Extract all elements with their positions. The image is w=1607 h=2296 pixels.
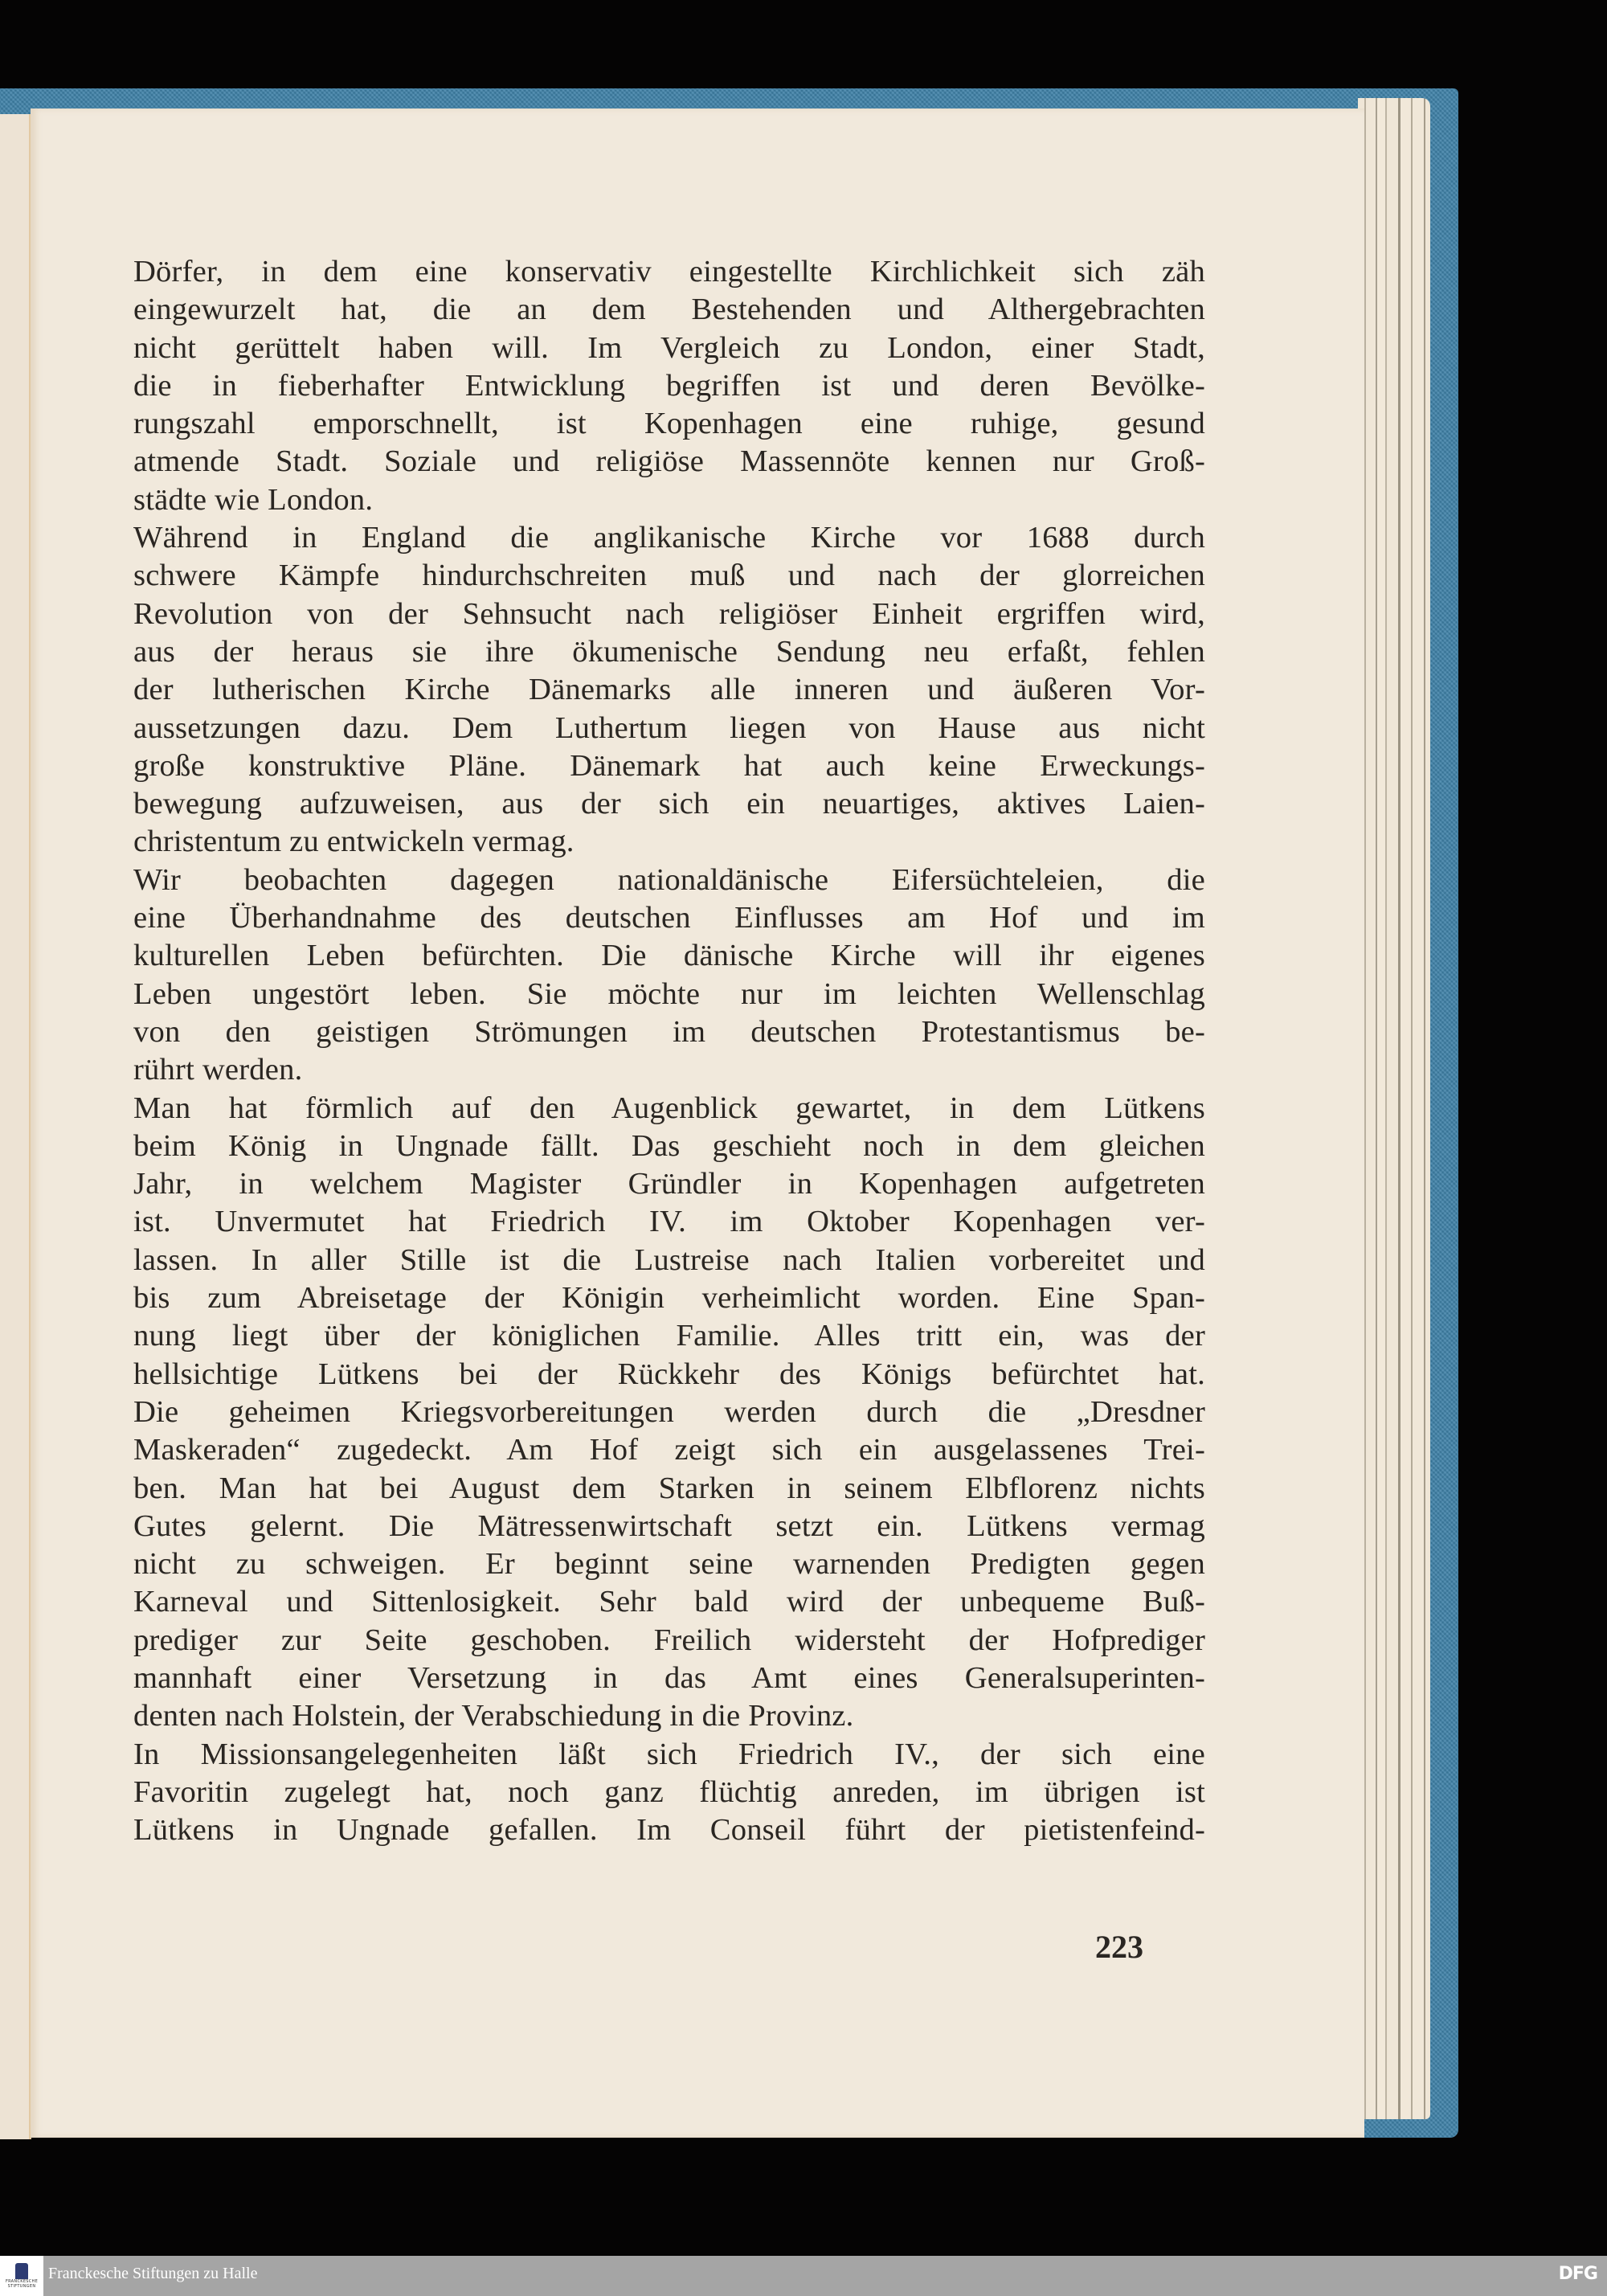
book-page xyxy=(31,108,1364,2138)
text-line: atmende Stadt. Soziale und religiöse Massennöte kennen nur Groß- xyxy=(133,444,1205,479)
viewer-footer xyxy=(0,2256,1607,2296)
franckesche-stiftungen-logo[interactable] xyxy=(0,2256,43,2296)
text-line: eingewurzelt hat, die an dem Bestehenden und Althergebrachten xyxy=(133,293,1205,327)
text-line: prediger zur Seite geschoben. Freilich widersteht der Hofprediger xyxy=(133,1623,1205,1657)
text-line: Gutes gelernt. Die Mätressenwirtschaft setzt ein. Lütkens vermag xyxy=(133,1508,1205,1543)
text-line: mannhaft einer Versetzung in das Amt eines Generalsuperinten- xyxy=(133,1660,1205,1695)
institution-emblem-icon xyxy=(15,2263,28,2279)
text-line: rungszahl emporschnellt, ist Kopenhagen eine ruhige, gesund xyxy=(133,407,1205,441)
text-line: Dörfer, in dem eine konservativ eingestellte Kirchlichkeit sich zäh xyxy=(133,255,1205,289)
text-line: lassen. In aller Stille ist die Lustreise nach Italien vorbereitet und xyxy=(133,1242,1205,1277)
text-line: Jahr, in welchem Magister Gründler in Kopenhagen aufgetreten xyxy=(133,1167,1205,1201)
text-line: Leben ungestört leben. Sie möchte nur im leichten Wellenschlag xyxy=(133,976,1205,1011)
text-line: nicht zu schweigen. Er beginnt seine warnenden Predigten gegen xyxy=(133,1547,1205,1582)
text-line: städte wie London. xyxy=(133,482,374,517)
text-line: schwere Kämpfe hindurchschreiten muß und nach der glorreichen xyxy=(133,559,1205,593)
text-line: hellsichtige Lütkens bei der Rückkehr des Königs befürchtet hat. xyxy=(133,1357,1205,1391)
text-line: aussetzungen dazu. Dem Luthertum liegen von Hause aus nicht xyxy=(133,710,1205,745)
page-number: 223 xyxy=(1095,1929,1143,1965)
text-line: von den geistigen Strömungen im deutschen Protestantismus be- xyxy=(133,1014,1205,1049)
text-line: Maskeraden“ zugedeckt. Am Hof zeigt sich ein ausgelassenes Trei- xyxy=(133,1433,1205,1467)
text-line: der lutherischen Kirche Dänemarks alle inneren und äußeren Vor- xyxy=(133,673,1205,707)
text-line: In Missionsangelegenheiten läßt sich Friedrich IV., der sich eine xyxy=(133,1737,1205,1771)
text-line: beim König in Ungnade fällt. Das geschieht noch in dem gleichen xyxy=(133,1128,1205,1163)
text-line: aus der heraus sie ihre ökumenische Sendung neu erfaßt, fehlen xyxy=(133,634,1205,669)
text-line: ist. Unvermutet hat Friedrich IV. im Oktober Kopenhagen ver- xyxy=(133,1205,1205,1239)
logo-text-line1: FRANCKESCHE xyxy=(5,2279,39,2284)
institution-name: Franckesche Stiftungen zu Halle xyxy=(48,2265,258,2282)
text-line: nicht gerüttelt haben will. Im Vergleich zu London, einer Stadt, xyxy=(133,330,1205,365)
text-line: Revolution von der Sehnsucht nach religiöser Einheit ergriffen wird, xyxy=(133,596,1205,631)
text-line: Während in England die anglikanische Kirche vor 1688 durch xyxy=(133,521,1205,555)
text-line: Karneval und Sittenlosigkeit. Sehr bald wird der unbequeme Buß- xyxy=(133,1585,1205,1619)
dfg-logo[interactable]: DFG xyxy=(1558,2264,1597,2284)
text-line: Wir beobachten dagegen nationaldänische Eifersüchteleien, die xyxy=(133,862,1205,897)
text-line: eine Überhandnahme des deutschen Einflusses am Hof und im xyxy=(133,901,1205,935)
text-line: Lütkens in Ungnade gefallen. Im Conseil führt der pietistenfeind- xyxy=(133,1813,1205,1848)
text-line: christentum zu entwickeln vermag. xyxy=(133,825,575,859)
text-line: bis zum Abreisetage der Königin verheimlicht worden. Eine Span- xyxy=(133,1281,1205,1316)
text-line: Man hat förmlich auf den Augenblick gewartet, in dem Lütkens xyxy=(133,1091,1205,1125)
text-line: kulturellen Leben befürchten. Die dänische Kirche will ihr eigenes xyxy=(133,939,1205,973)
body-text xyxy=(133,253,1205,1849)
text-line: die in fieberhafter Entwicklung begriffen ist und deren Bevölke- xyxy=(133,368,1205,403)
text-line: denten nach Holstein, der Verabschiedung in die Provinz. xyxy=(133,1699,854,1733)
text-line: Die geheimen Kriegsvorbereitungen werden durch die „Dresdner xyxy=(133,1394,1205,1429)
text-line: nung liegt über der königlichen Familie. Alles tritt ein, was der xyxy=(133,1319,1205,1353)
left-page-edge xyxy=(0,114,31,2139)
text-line: Favoritin zugelegt hat, noch ganz flüchtig anreden, im übrigen ist xyxy=(133,1774,1205,1809)
text-line: große konstruktive Pläne. Dänemark hat auch keine Erweckungs- xyxy=(133,748,1205,783)
text-line: bewegung aufzuweisen, aus der sich ein neuartiges, aktives Laien- xyxy=(133,787,1205,821)
page-edge-stack xyxy=(1358,98,1430,2119)
text-line: rührt werden. xyxy=(133,1053,303,1087)
text-line: ben. Man hat bei August dem Starken in seinem Elbflorenz nichts xyxy=(133,1471,1205,1505)
logo-text-line2: STIFTUNGEN xyxy=(7,2284,36,2289)
